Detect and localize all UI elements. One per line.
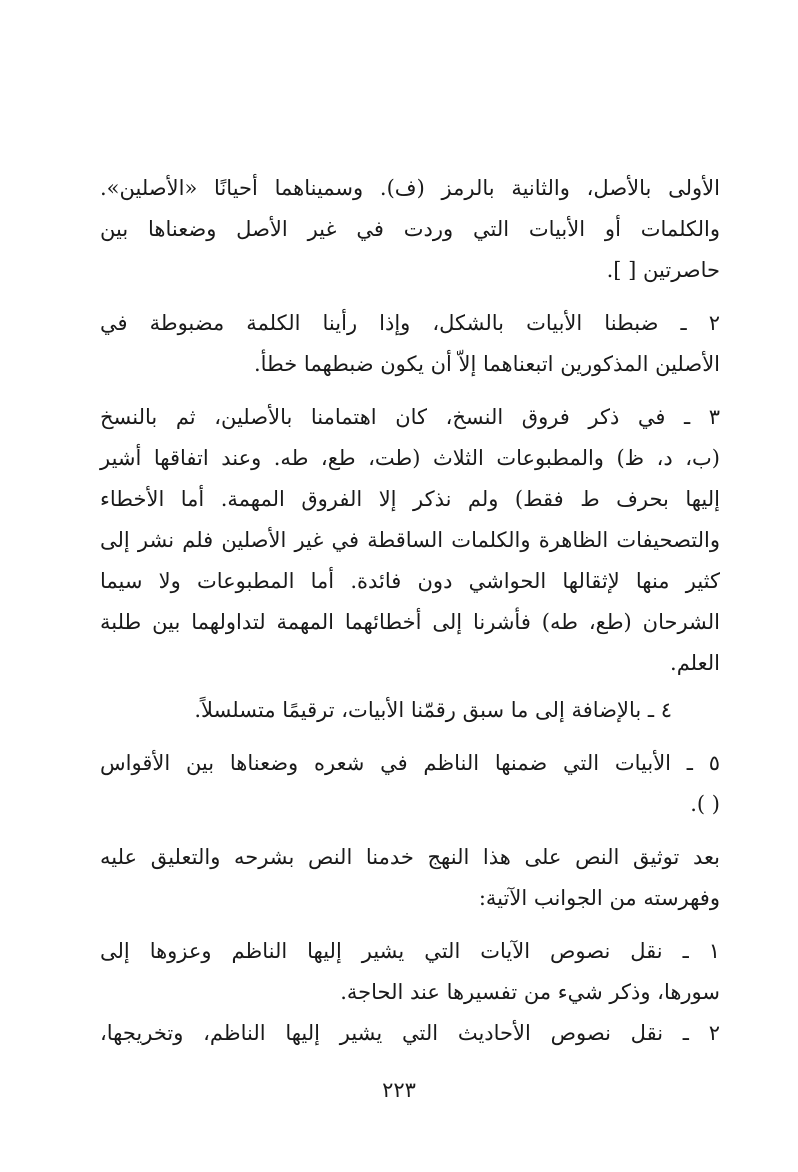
text-line: حاصرتين [ ]. [606,258,720,282]
text-line: ٤ ـ بالإضافة إلى ما سبق رقمّنا الأبيات، ترقيمًا متسلسلاً. [194,698,672,722]
text-line: وفهرسته من الجوانب الآتية: [478,886,720,910]
page-body [100,168,720,1054]
text-line: والتصحيفات الظاهرة والكلمات الساقطة في غير الأصلين فلم نشر إلى [100,528,720,552]
text-line: بعد توثيق النص على هذا النهج خدمنا النص بشرحه والتعليق عليه [100,845,720,869]
text-line: (ب، د، ظ) والمطبوعات الثلاث (طت، طع، طه. وعند اتفاقها أشير [100,446,720,470]
text-line: كثير منها لإثقالها الحواشي دون فائدة. أما المطبوعات ولا سيما [100,569,720,593]
page-number: ٢٢٣ [382,1078,416,1102]
text-line: ٥ ـ الأبيات التي ضمنها الناظم في شعره وضعناها بين الأقواس [100,751,720,775]
text-line: ٢ ـ نقل نصوص الأحاديث التي يشير إليها الناظم، وتخريجها، [100,1021,720,1045]
text-line: ( ). [690,792,720,816]
text-line: الأولى بالأصل، والثانية بالرمز (ف). وسميناهما أحيانًا «الأصلين». [100,176,720,200]
text-line: سورها، وذكر شيء من تفسيرها عند الحاجة. [340,980,720,1004]
text-line: العلم. [670,651,720,675]
text-line: ٢ ـ ضبطنا الأبيات بالشكل، وإذا رأينا الكلمة مضبوطة في [100,311,720,335]
text-line: ١ ـ نقل نصوص الآيات التي يشير إليها الناظم وعزوها إلى [100,939,720,963]
text-line: الأصلين المذكورين اتبعناهما إلاّ أن يكون ضبطهما خطأ. [253,352,720,376]
text-line: إليها بحرف ط فقط) ولم نذكر إلا الفروق المهمة. أما الأخطاء [100,487,720,511]
text-line: الشرحان (طع، طه) فأشرنا إلى أخطائهما المهمة لتداولهما بين طلبة [100,610,720,634]
text-line: والكلمات أو الأبيات التي وردت في غير الأصل وضعناها بين [100,217,720,241]
text-line: ٣ ـ في ذكر فروق النسخ، كان اهتمامنا بالأصلين، ثم بالنسخ [100,405,720,429]
